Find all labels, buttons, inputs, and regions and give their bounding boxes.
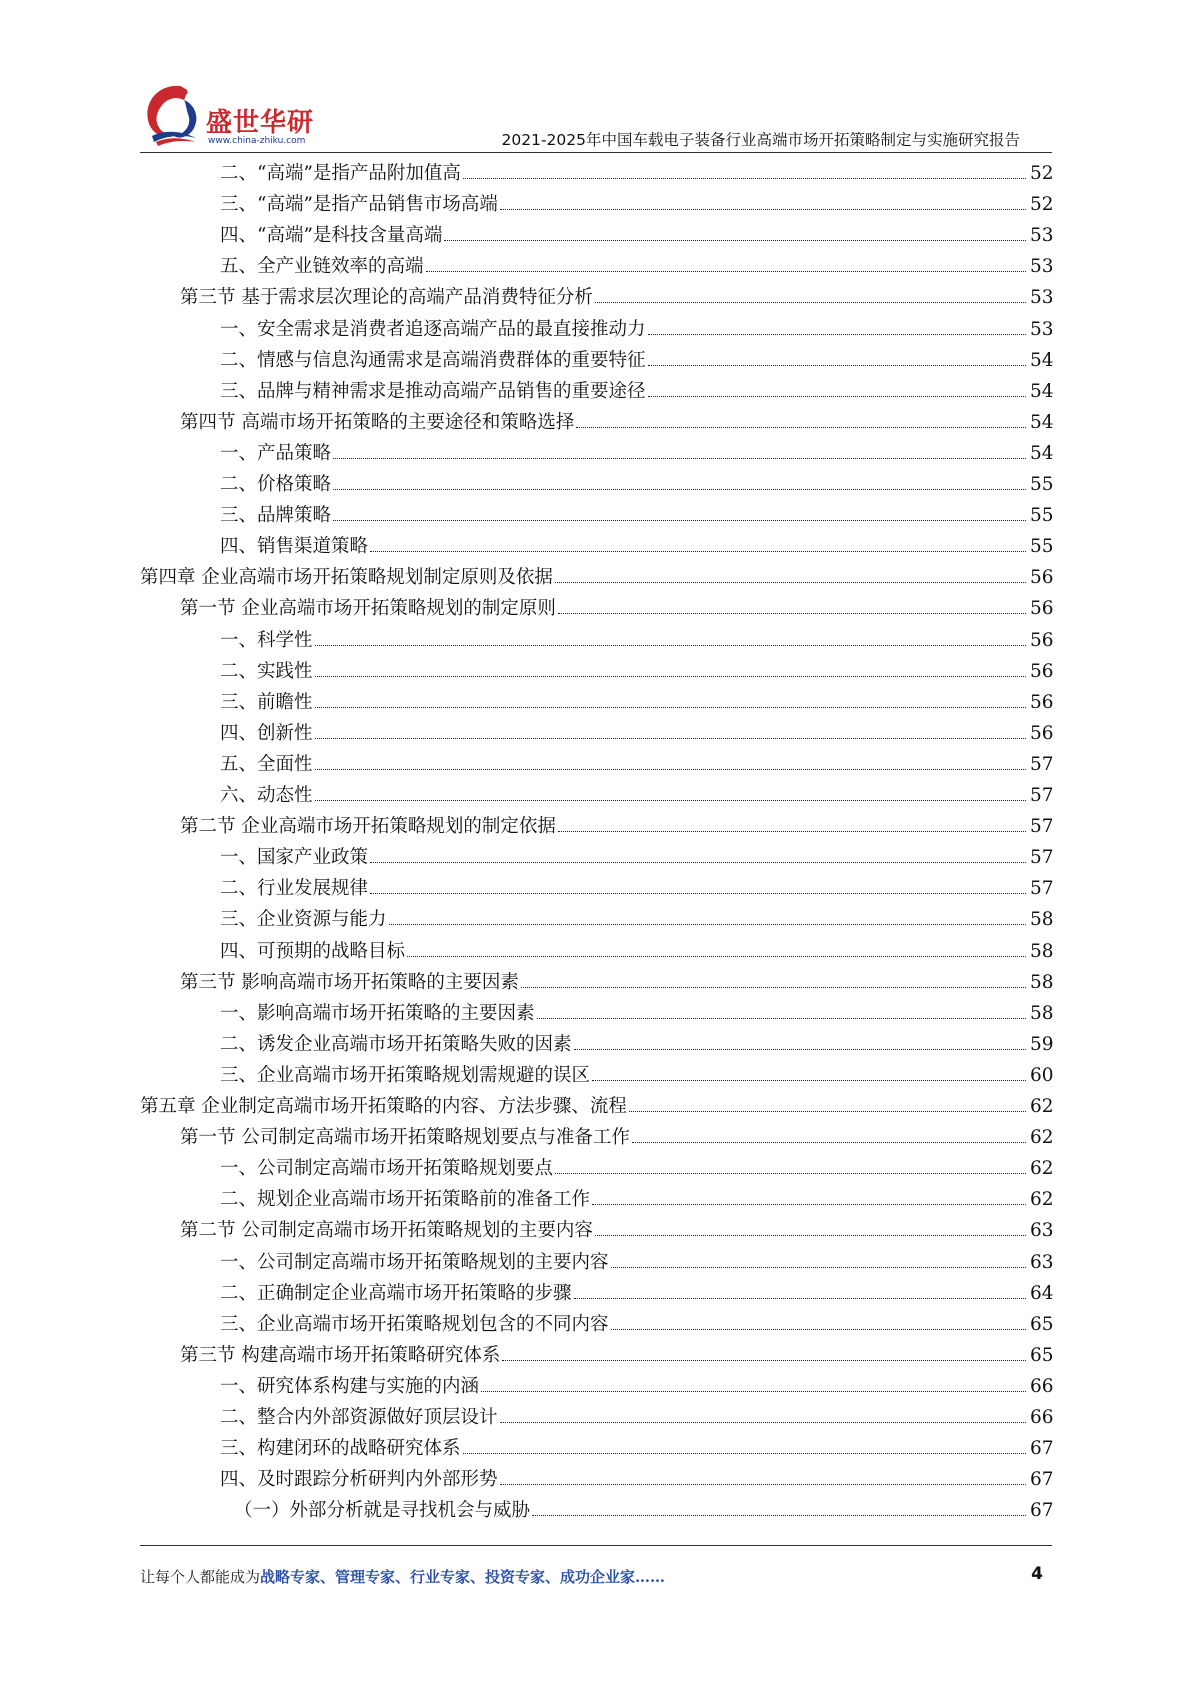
toc-entry-title: 三、企业高端市场开拓策略规划需规避的误区 <box>220 1064 591 1086</box>
toc-dot-leader <box>611 1328 1026 1330</box>
toc-entry-title: 四、可预期的战略目标 <box>220 940 406 962</box>
toc-entry-title: 二、情感与信息沟通需求是高端消费群体的重要特征 <box>220 349 646 371</box>
toc-dot-leader <box>611 1266 1026 1268</box>
toc-entry-title: 三、“高端”是指产品销售市场高端 <box>220 194 498 216</box>
toc-entry-page: 56 <box>1030 567 1054 589</box>
toc-entry-page: 53 <box>1030 318 1054 340</box>
toc-entry-title: 一、公司制定高端市场开拓策略规划要点 <box>220 1158 554 1180</box>
toc-entry-title: 四、创新性 <box>220 722 313 744</box>
toc-dot-leader <box>537 1017 1026 1019</box>
slogan-prefix: 让每个人都能成为 <box>140 1568 261 1586</box>
toc-entry[interactable] <box>220 1402 1052 1433</box>
toc-entry[interactable] <box>220 873 1052 904</box>
toc-dot-leader <box>555 1172 1026 1174</box>
toc-entry[interactable] <box>220 1184 1052 1215</box>
toc-entry-title: （一）外部分析就是寻找机会与威胁 <box>234 1500 531 1522</box>
toc-entry[interactable] <box>220 1371 1052 1402</box>
toc-entry[interactable] <box>180 1340 1052 1371</box>
toc-entry[interactable] <box>220 780 1052 811</box>
toc-entry-page: 56 <box>1030 722 1054 744</box>
toc-entry[interactable] <box>140 562 1052 593</box>
page-header <box>0 0 1191 160</box>
toc-entry[interactable] <box>180 407 1052 438</box>
toc-entry[interactable] <box>220 998 1052 1029</box>
toc-entry-title: 三、前瞻性 <box>220 691 313 713</box>
toc-entry-page: 57 <box>1030 816 1054 838</box>
toc-entry-page: 53 <box>1030 256 1054 278</box>
toc-entry-title: 五、全面性 <box>220 753 313 775</box>
toc-entry[interactable] <box>220 749 1052 780</box>
toc-entry-page: 54 <box>1030 411 1054 433</box>
toc-entry-page: 66 <box>1030 1407 1054 1428</box>
toc-entry-page: 56 <box>1030 629 1054 651</box>
toc-entry-title: 二、实践性 <box>220 660 313 682</box>
toc-entry[interactable] <box>220 656 1052 687</box>
toc-entry-title: 四、及时跟踪分析研判内外部形势 <box>220 1469 498 1491</box>
toc-entry-title: 第三节 影响高端市场开拓策略的主要因素 <box>180 971 519 993</box>
toc-dot-leader <box>315 768 1026 770</box>
toc-entry[interactable] <box>220 500 1052 531</box>
toc-entry-page: 55 <box>1030 536 1054 558</box>
toc-dot-leader <box>481 1390 1026 1392</box>
toc-entry[interactable] <box>220 625 1052 656</box>
toc-entry-page: 55 <box>1030 505 1054 527</box>
toc-dot-leader <box>532 1514 1026 1516</box>
toc-dot-leader <box>315 799 1026 801</box>
logo-name: 盛世华研 <box>206 108 315 138</box>
toc-entry-title: 四、“高端”是科技含量高端 <box>220 225 443 247</box>
toc-entry[interactable] <box>180 1122 1052 1153</box>
toc-dot-leader <box>521 986 1026 988</box>
toc-entry-page: 64 <box>1030 1282 1054 1304</box>
toc-dot-leader <box>574 1297 1026 1299</box>
toc-entry-title: 五、全产业链效率的高端 <box>220 256 424 278</box>
logo-url: www.china-zhiku.com <box>208 136 306 146</box>
toc-entry[interactable] <box>220 158 1052 189</box>
toc-entry-page: 56 <box>1030 660 1054 682</box>
toc-entry[interactable] <box>220 376 1052 407</box>
toc-entry-page: 67 <box>1030 1469 1054 1491</box>
toc-dot-leader <box>315 737 1026 739</box>
toc-entry-page: 58 <box>1030 971 1054 993</box>
toc-entry[interactable] <box>220 904 1052 935</box>
logo-emblem-icon <box>140 80 210 152</box>
toc-dot-leader <box>502 1359 1026 1361</box>
company-logo <box>140 80 315 152</box>
toc-entry[interactable] <box>220 1029 1052 1060</box>
toc-dot-leader <box>333 457 1026 459</box>
toc-dot-leader <box>558 830 1026 832</box>
toc-entry-page: 55 <box>1030 474 1054 495</box>
toc-entry-page: 56 <box>1030 691 1054 713</box>
toc-entry-title: 第四节 高端市场开拓策略的主要途径和策略选择 <box>180 411 575 433</box>
toc-entry-title: 第一节 企业高端市场开拓策略规划的制定原则 <box>180 598 556 620</box>
toc-entry[interactable] <box>180 967 1052 998</box>
toc-entry-title: 一、研究体系构建与实施的内涵 <box>220 1375 480 1397</box>
toc-dot-leader <box>370 861 1026 863</box>
toc-entry[interactable] <box>220 220 1052 251</box>
toc-entry-page: 52 <box>1030 163 1054 184</box>
toc-entry[interactable] <box>180 1215 1052 1246</box>
toc-entry-page: 54 <box>1030 349 1054 371</box>
toc-dot-leader <box>444 239 1026 241</box>
toc-entry[interactable] <box>220 936 1052 967</box>
toc-dot-leader <box>648 333 1026 335</box>
toc-entry-title: 四、销售渠道策略 <box>220 536 369 558</box>
toc-entry-title: 一、科学性 <box>220 629 313 651</box>
toc-entry-page: 58 <box>1030 909 1054 931</box>
toc-entry[interactable] <box>220 687 1052 718</box>
toc-entry-title: 三、品牌策略 <box>220 505 332 527</box>
toc-entry[interactable] <box>220 531 1052 562</box>
toc-entry-title: 二、诱发企业高端市场开拓策略失败的因素 <box>220 1033 572 1055</box>
toc-entry[interactable] <box>220 1464 1052 1495</box>
toc-entry-page: 57 <box>1030 753 1054 775</box>
toc-entry[interactable] <box>234 1495 1052 1526</box>
toc-entry[interactable] <box>220 718 1052 749</box>
toc-entry[interactable] <box>220 1153 1052 1184</box>
toc-entry[interactable] <box>140 1091 1052 1122</box>
toc-entry-title: 一、安全需求是消费者追逐高端产品的最直接推动力 <box>220 318 646 340</box>
toc-entry-page: 63 <box>1030 1220 1054 1242</box>
toc-entry[interactable] <box>180 282 1052 313</box>
toc-entry-title: 第二节 企业高端市场开拓策略规划的制定依据 <box>180 816 556 838</box>
page-number: 4 <box>1031 1564 1043 1584</box>
toc-entry-title: 一、产品策略 <box>220 442 332 464</box>
toc-entry-page: 53 <box>1030 287 1054 309</box>
toc-entry-title: 第二节 公司制定高端市场开拓策略规划的主要内容 <box>180 1220 593 1242</box>
toc-entry[interactable] <box>220 438 1052 469</box>
toc-entry-title: 第三节 构建高端市场开拓策略研究体系 <box>180 1344 501 1366</box>
toc-entry-page: 62 <box>1030 1189 1054 1211</box>
header-divider <box>140 152 1052 153</box>
toc-entry-page: 57 <box>1030 785 1054 806</box>
toc-dot-leader <box>648 395 1026 397</box>
toc-dot-leader <box>315 675 1026 677</box>
toc-entry[interactable] <box>220 1060 1052 1091</box>
toc-entry-title: 第一节 公司制定高端市场开拓策略规划要点与准备工作 <box>180 1127 630 1149</box>
toc-dot-leader <box>389 923 1026 925</box>
toc-entry-title: 二、整合内外部资源做好顶层设计 <box>220 1407 498 1428</box>
toc-entry-page: 67 <box>1030 1500 1054 1522</box>
toc-dot-leader <box>407 955 1026 957</box>
toc-entry-page: 57 <box>1030 847 1054 869</box>
toc-entry-title: 第五章 企业制定高端市场开拓策略的内容、方法步骤、流程 <box>140 1096 627 1117</box>
toc-entry-title: 第四章 企业高端市场开拓策略规划制定原则及依据 <box>140 567 553 589</box>
slogan-highlight: 战略专家、管理专家、行业专家、投资专家、成功企业家…… <box>260 1568 666 1586</box>
toc-dot-leader <box>648 364 1026 366</box>
toc-entry-title: 三、企业高端市场开拓策略规划包含的不同内容 <box>220 1313 609 1335</box>
toc-entry-page: 58 <box>1030 940 1054 962</box>
toc-entry[interactable] <box>220 842 1052 873</box>
toc-entry-page: 62 <box>1030 1127 1054 1149</box>
toc-entry-page: 60 <box>1030 1064 1054 1086</box>
toc-dot-leader <box>370 892 1026 894</box>
toc-dot-leader <box>592 1203 1026 1205</box>
toc-entry-title: 二、“高端”是指产品附加值高 <box>220 163 461 184</box>
toc-dot-leader <box>315 644 1026 646</box>
toc-entry[interactable] <box>220 189 1052 220</box>
footer-divider <box>140 1545 1052 1546</box>
toc-entry-title: 二、正确制定企业高端市场开拓策略的步骤 <box>220 1282 572 1304</box>
toc-entry-title: 二、价格策略 <box>220 474 332 495</box>
toc-dot-leader <box>333 519 1026 521</box>
toc-dot-leader <box>632 1141 1026 1143</box>
toc-dot-leader <box>555 581 1026 583</box>
toc-entry-title: 三、构建闭环的战略研究体系 <box>220 1438 461 1460</box>
toc-dot-leader <box>463 177 1026 179</box>
toc-dot-leader <box>426 270 1026 272</box>
toc-entry-page: 56 <box>1030 598 1054 620</box>
toc-entry-page: 62 <box>1030 1158 1054 1180</box>
toc-dot-leader <box>574 1048 1026 1050</box>
toc-entry-title: 二、行业发展规律 <box>220 878 369 900</box>
toc-entry[interactable] <box>220 1247 1052 1278</box>
toc-dot-leader <box>595 1234 1026 1236</box>
toc-entry-title: 第三节 基于需求层次理论的高端产品消费特征分析 <box>180 287 593 309</box>
toc-dot-leader <box>629 1110 1026 1112</box>
toc-entry-title: 三、企业资源与能力 <box>220 909 387 931</box>
toc-dot-leader <box>500 208 1026 210</box>
toc-entry-page: 66 <box>1030 1375 1054 1397</box>
toc-entry-page: 54 <box>1030 442 1054 464</box>
toc-entry[interactable] <box>180 811 1052 842</box>
toc-dot-leader <box>463 1452 1026 1454</box>
toc-entry-page: 63 <box>1030 1251 1054 1273</box>
toc-entry-title: 三、品牌与精神需求是推动高端产品销售的重要途径 <box>220 380 646 402</box>
toc-entry-page: 59 <box>1030 1033 1054 1055</box>
toc-dot-leader <box>370 550 1026 552</box>
toc-entry-title: 二、规划企业高端市场开拓策略前的准备工作 <box>220 1189 591 1211</box>
toc-dot-leader <box>595 301 1026 303</box>
toc-entry-title: 一、影响高端市场开拓策略的主要因素 <box>220 1002 535 1024</box>
report-title: 2021-2025年中国车载电子装备行业高端市场开拓策略制定与实施研究报告 <box>501 131 1020 149</box>
toc-entry[interactable] <box>220 1309 1052 1340</box>
toc-entry[interactable] <box>220 1278 1052 1309</box>
toc-entry-page: 65 <box>1030 1344 1054 1366</box>
toc-entry-page: 62 <box>1030 1096 1054 1117</box>
toc-entry-title: 一、国家产业政策 <box>220 847 369 869</box>
toc-entry-title: 一、公司制定高端市场开拓策略规划的主要内容 <box>220 1251 609 1273</box>
toc-entry-page: 58 <box>1030 1002 1054 1024</box>
toc-entry[interactable] <box>220 469 1052 500</box>
toc-dot-leader <box>558 612 1026 614</box>
toc-entry-page: 54 <box>1030 380 1054 402</box>
toc-entry[interactable] <box>220 1433 1052 1464</box>
toc-entry[interactable] <box>220 251 1052 282</box>
toc-entry-title: 六、动态性 <box>220 785 313 806</box>
toc-entry[interactable] <box>220 314 1052 345</box>
toc-entry-page: 65 <box>1030 1313 1054 1335</box>
toc-dot-leader <box>500 1421 1026 1423</box>
toc-entry-page: 57 <box>1030 878 1054 900</box>
toc-dot-leader <box>576 426 1026 428</box>
toc-dot-leader <box>315 706 1026 708</box>
toc-entry-page: 53 <box>1030 225 1054 247</box>
toc-dot-leader <box>500 1483 1026 1485</box>
toc-entry[interactable] <box>220 345 1052 376</box>
toc-entry-page: 67 <box>1030 1438 1054 1460</box>
toc-entry[interactable] <box>180 593 1052 624</box>
toc-dot-leader <box>592 1079 1026 1081</box>
toc-entry-page: 52 <box>1030 194 1054 216</box>
footer-slogan <box>140 1566 665 1587</box>
toc-dot-leader <box>333 488 1026 490</box>
